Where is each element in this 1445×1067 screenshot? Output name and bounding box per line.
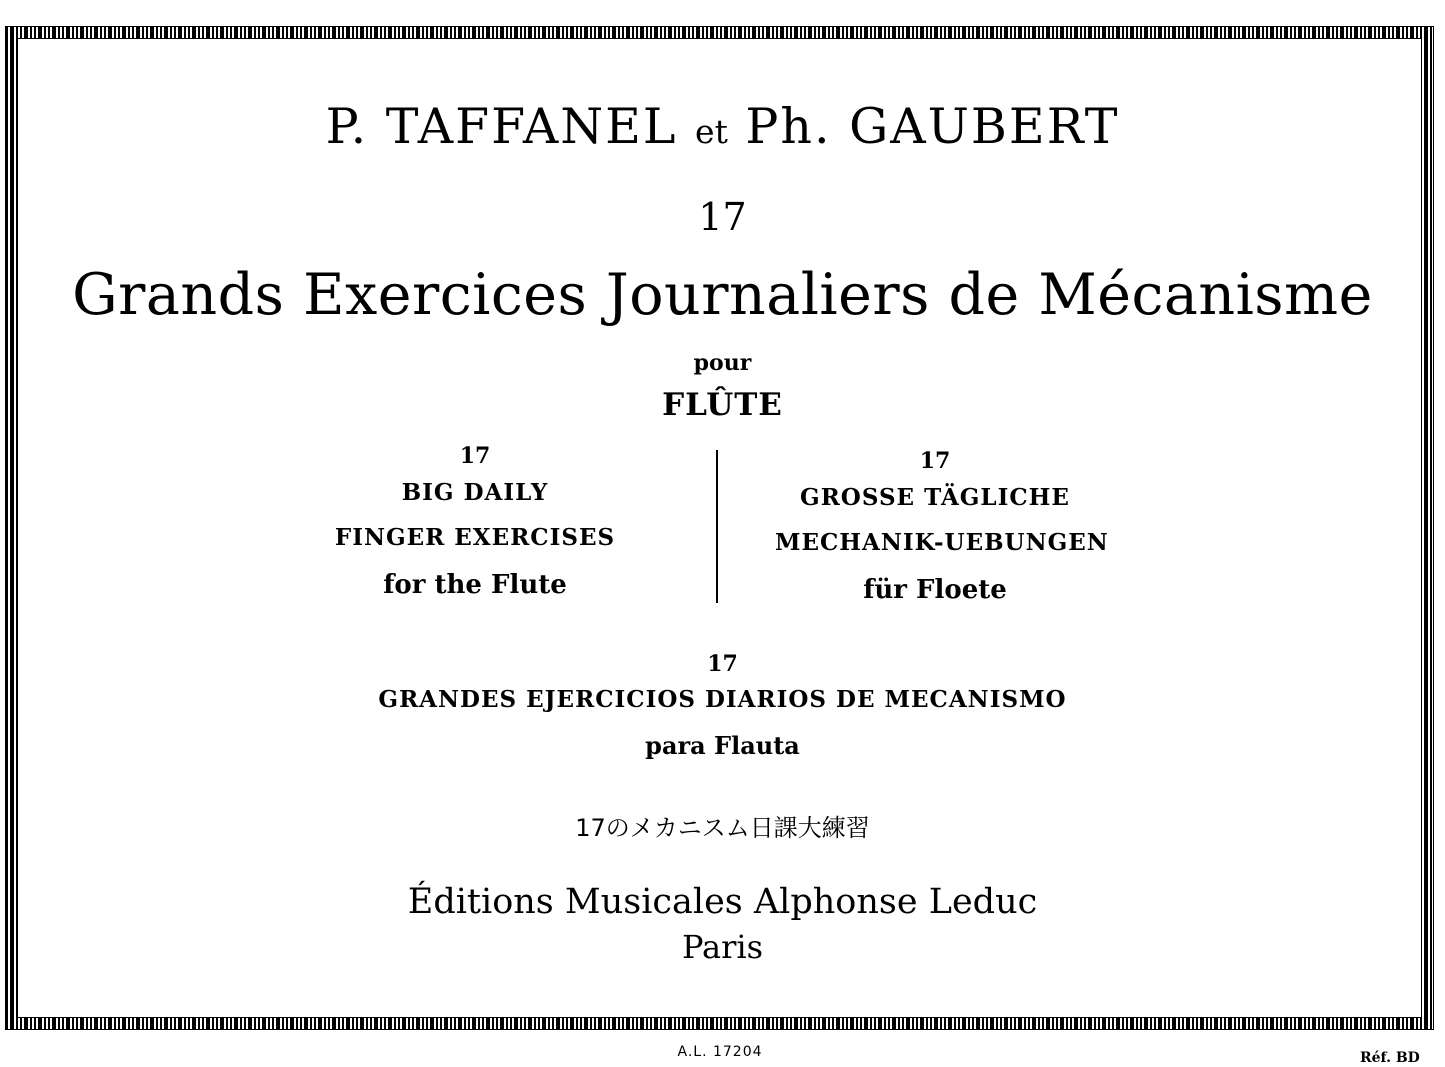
- instrument-french: FLÛTE: [662, 387, 783, 423]
- column-divider: [716, 450, 718, 603]
- authors-conjunction: et: [695, 112, 728, 151]
- decorative-border: [6, 27, 1433, 1029]
- author-gaubert: Ph. GAUBERT: [745, 98, 1120, 155]
- german-line-3: für Floete: [863, 575, 1007, 605]
- english-line-1: BIG DAILY: [401, 479, 549, 506]
- english-line-3: for the Flute: [383, 570, 567, 600]
- english-number: 17: [459, 443, 491, 469]
- publisher-city: Paris: [681, 928, 764, 966]
- spanish-number: 17: [707, 651, 738, 677]
- exercise-count: 17: [698, 195, 747, 239]
- author-taffanel: P. TAFFANEL: [325, 98, 678, 155]
- german-line-1: GROSSE TÄGLICHE: [800, 484, 1070, 511]
- reference-code: Réf. BD: [1360, 1050, 1420, 1066]
- publisher-name: Éditions Musicales Alphonse Leduc: [407, 882, 1038, 922]
- japanese-title: 17のメカニスム日課大練習: [575, 814, 870, 842]
- pour-label: pour: [693, 350, 752, 376]
- authors-line: [0, 98, 1445, 155]
- german-title-block: [775, 447, 1109, 615]
- german-line-2: MECHANIK-UEBUNGEN: [775, 529, 1109, 556]
- border-inner-line: [17, 38, 1422, 1018]
- catalog-number: A.L. 17204: [677, 1044, 763, 1060]
- spanish-subtitle: para Flauta: [645, 731, 800, 760]
- english-title-block: [325, 442, 625, 610]
- english-line-2: FINGER EXERCISES: [334, 524, 616, 551]
- german-number: 17: [919, 448, 951, 474]
- spanish-title: GRANDES EJERCICIOS DIARIOS DE MECANISMO: [378, 686, 1067, 713]
- main-title-french: Grands Exercices Journaliers de Mécanisme: [72, 262, 1373, 328]
